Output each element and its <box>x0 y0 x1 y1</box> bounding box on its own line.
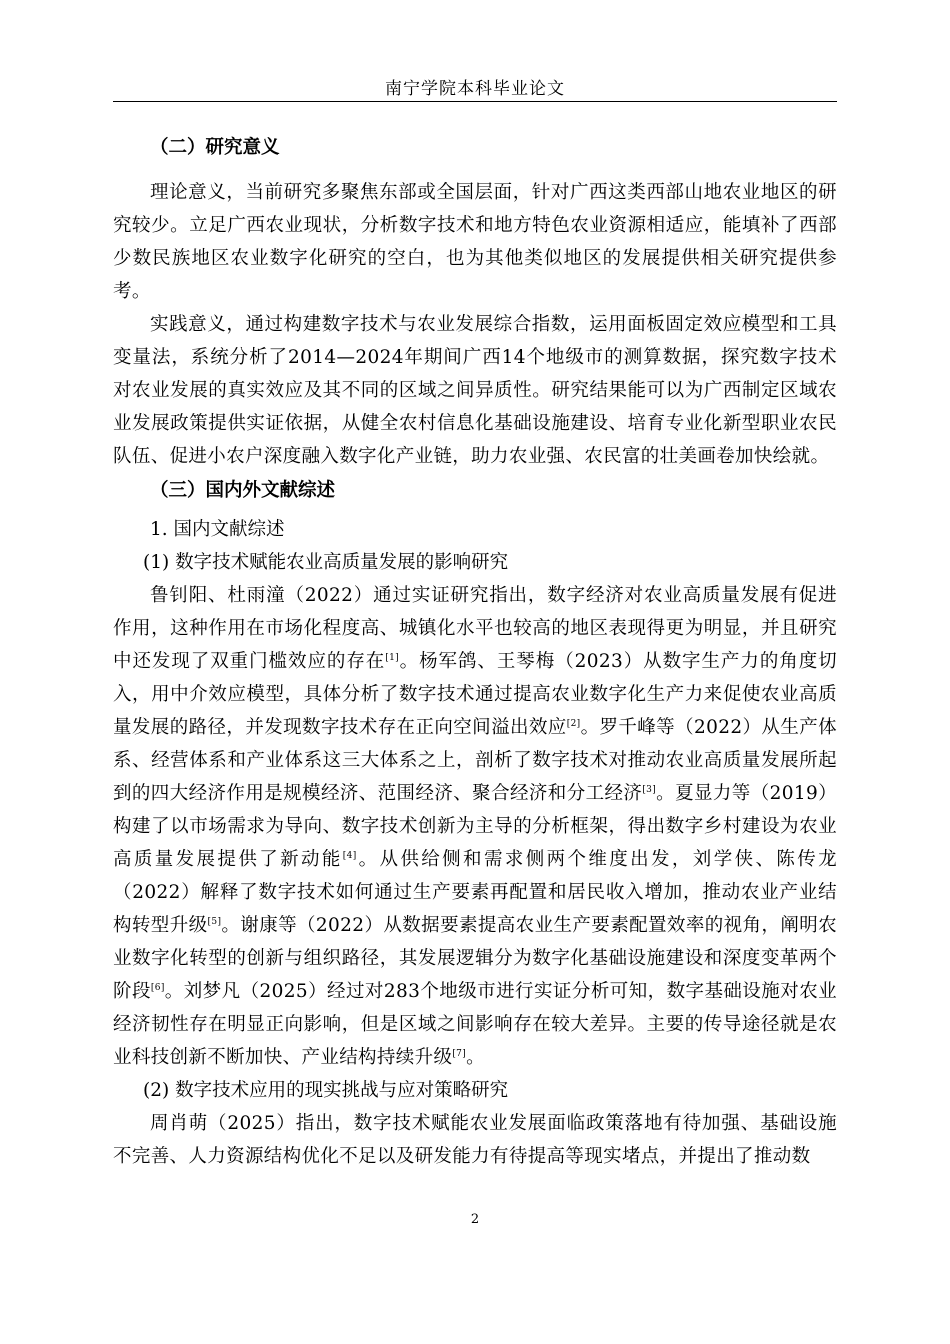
text-span: 。刘梦凡（2025）经过对283个地级市进行实证分析可知，数字基础设施对农业经济韧性存在明显正向影响，但是区域之间影响存在较大差异。主要的传导途径就是农业科技创新不断加快、产业结构持续升级 <box>113 981 837 1068</box>
text-span: 。杨军鸽、王琴梅（2023）从数字生产力的角度切入，用中介效应模型，具体分析了数字技术通过提高农业数字化生产力来促使农业高质量发展的路径，并发现数字技术存在正向空间溢出效应 <box>113 651 838 738</box>
text-span: 。 <box>466 1047 485 1068</box>
text-span: 。罗千峰等（2022）从生产体系、经营体系和产业体系这三大体系之上，剖析了数字技术对推动农业高质量发展所起到的四大经济作用是规模经济、范围经济、聚合经济和分工经济 <box>113 717 837 804</box>
citation-ref: [2] <box>566 718 581 729</box>
text-span: 。从供给侧和需求侧两个维度出发，刘学侠、陈传龙（2022）解释了数字技术如何通过生产要素再配置和居民收入增加，推动农业产业结构转型升级 <box>113 849 837 936</box>
citation-ref: [6] <box>150 982 165 993</box>
page-header: 南宁学院本科毕业论文 <box>385 79 565 99</box>
paragraph-challenges: 周肖萌（2025）指出，数字技术赋能农业发展面临政策落地有待加强、基础设施不完善、人力资源结构优化不足以及研发能力有待提高等现实堵点，并提出了推动数 <box>113 1113 837 1167</box>
section-heading-research-significance: （二）研究意义 <box>150 137 280 158</box>
page-number: 2 <box>470 1212 480 1227</box>
paragraph-theoretical-significance: 理论意义，当前研究多聚焦东部或全国层面，针对广西这类西部山地农业地区的研究较少。立足广西农业现状，分析数字技术和地方特色农业资源相适应，能填补了西部少数民族地区农业数字化研究的空白，也为其他类似地区的发展提供相关研究提供参考。 <box>113 182 837 302</box>
section-heading-literature-review: （三）国内外文献综述 <box>150 480 336 501</box>
item-heading-1: (1) 数字技术赋能农业高质量发展的影响研究 <box>143 552 509 573</box>
paragraph-practical-significance: 实践意义，通过构建数字技术与农业发展综合指数，运用面板固定效应模型和工具变量法，系统分析了2014—2024年期间广西14个地级市的测算数据，探究数字技术对农业发展的真实效应及其不同的区域之间异质性。研究结果能可以为广西制定区域农业发展政策提供实证依据，从健全农村信息化基础设施建设、培育专业化新型职业农民队伍、促进小农户深度融入数字化产业链，助力农业强、农民富的壮美画卷加快绘就。 <box>113 314 837 467</box>
header-rule <box>113 101 837 102</box>
text-span: 。夏显力等（2019）构建了以市场需求为导向、数字技术创新为主导的分析框架，得出数字乡村建设为农业高质量发展提供了新动能 <box>113 783 837 870</box>
text-span: 。谢康等（2022）从数据要素提高农业生产要素配置效率的视角，阐明农业数字化转型的创新与组织路径，其发展逻辑分为数字化基础设施建设和深度变革两个阶段 <box>113 915 837 1002</box>
subheading-domestic-literature: 1. 国内文献综述 <box>150 519 285 540</box>
text-span: 鲁钊阳、杜雨潼（2022）通过实证研究指出，数字经济对农业高质量发展有促进作用，这种作用在市场化程度高、城镇化水平也较高的地区表现得更为明显，并且研究中还发现了双重门槛效应的存在 <box>113 585 837 672</box>
citation-ref: [3] <box>642 784 657 795</box>
paragraph-domestic-review <box>113 579 837 1074</box>
document-body <box>113 128 837 1173</box>
citation-ref: [4] <box>342 850 357 861</box>
citation-ref: [7] <box>452 1048 467 1059</box>
citation-ref: [5] <box>207 916 222 927</box>
item-heading-2: (2) 数字技术应用的现实挑战与应对策略研究 <box>143 1080 509 1101</box>
citation-ref: [1] <box>385 652 400 663</box>
